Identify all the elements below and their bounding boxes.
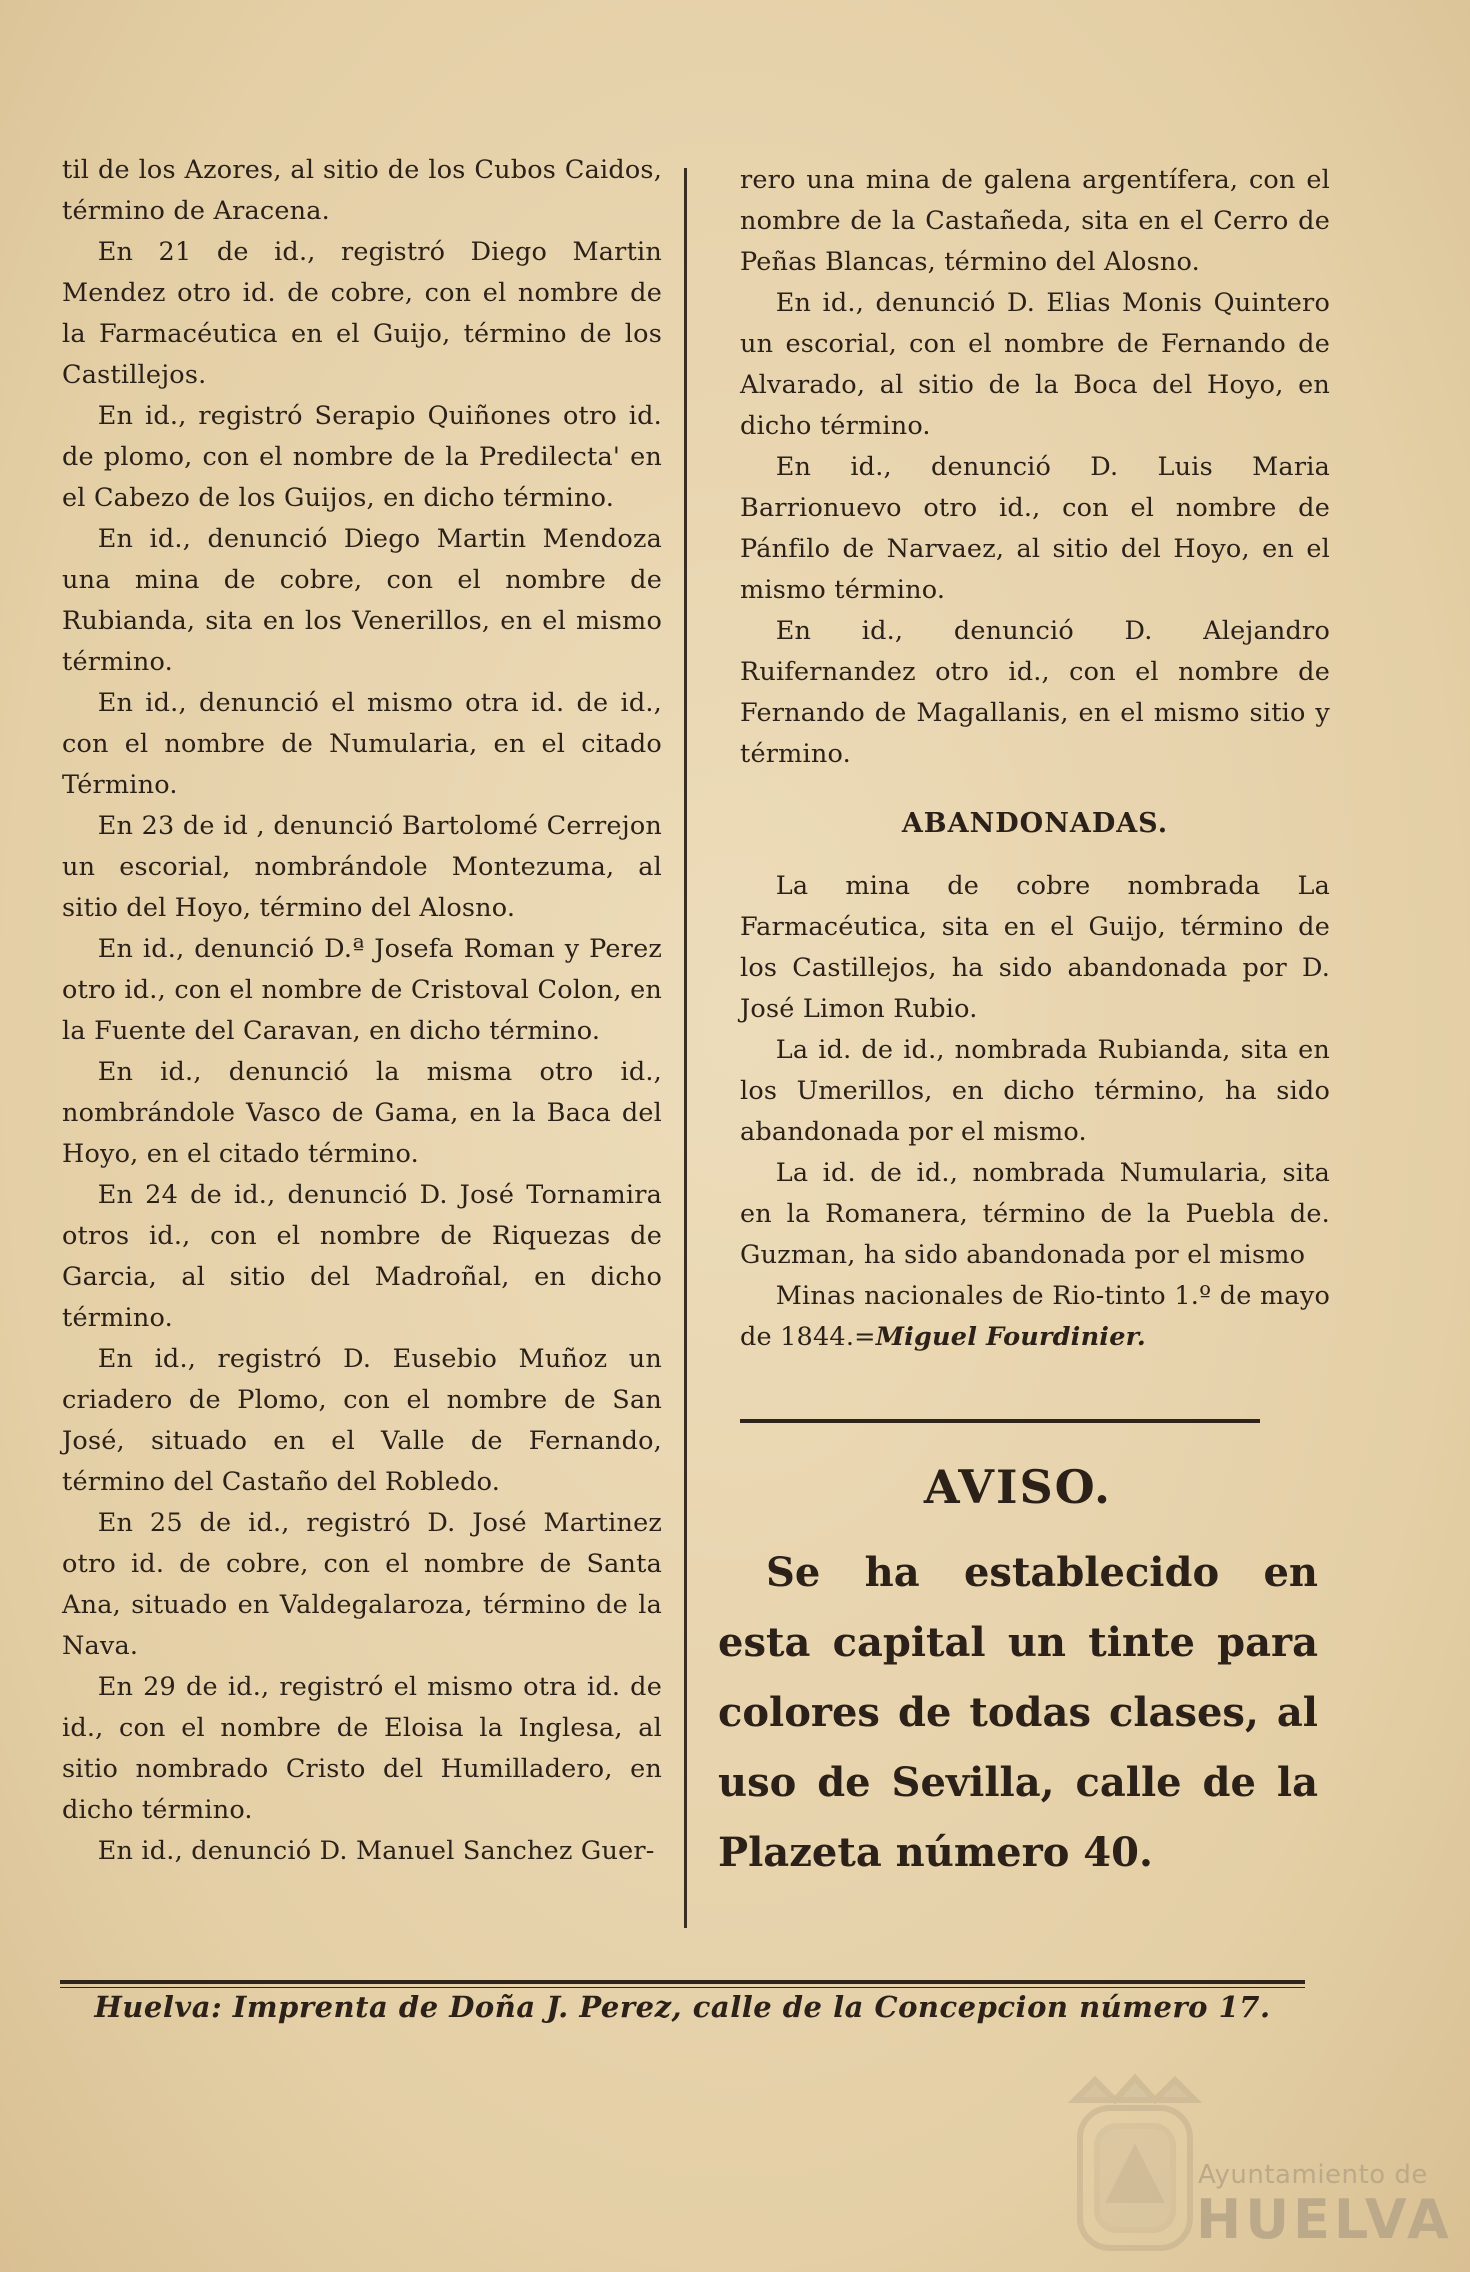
signature-line (740, 1276, 1330, 1358)
watermark-line1: Ayuntamiento de (1198, 2160, 1428, 2190)
aviso-title: AVISO. (923, 1460, 1113, 1514)
imprint-footer: Huelva: Imprenta de Doña J. Perez, calle de la Concepcion número 17. (94, 1990, 1271, 2024)
paragraph: rero una mina de galena argentífera, con el nombre de la Castañeda, sita en el Cerro de Peñas Blancas, término del Alosno. (740, 165, 1330, 277)
paragraph: La id. de id., nombrada Rubianda, sita en los Umerillos, en dicho término, ha sido abandonada por el mismo. (740, 1035, 1330, 1147)
paragraph: En id., denunció D.ª Josefa Roman y Perez otro id., con el nombre de Cristoval Colon, en la Fuente del Caravan, en dicho término. (62, 934, 662, 1046)
right-column (740, 160, 1330, 1358)
aviso-text: Se ha establecido en esta capital un tinte para colores de todas clases, al uso de Sevilla, calle de la Plazeta número 40. (718, 1549, 1318, 1876)
paragraph: En id., registró D. Eusebio Muñoz un criadero de Plomo, con el nombre de San José, situado en el Valle de Fernando, término del Castaño del Robledo. (62, 1344, 662, 1497)
section-heading-abandonadas: ABANDONADAS. (901, 808, 1169, 839)
footer-rule-thin (60, 1987, 1305, 1988)
paragraph: En id., denunció Diego Martin Mendoza una mina de cobre, con el nombre de Rubianda, sita en los Venerillos, en el mismo término. (62, 524, 662, 677)
aviso-notice (718, 1450, 1318, 1888)
paragraph: En 21 de id., registró Diego Martin Mendez otro id. de cobre, con el nombre de la Farmacéutica en el Guijo, término de los Castillejos. (62, 237, 662, 390)
paragraph: til de los Azores, al sitio de los Cubos Caidos, término de Aracena. (62, 155, 662, 226)
paragraph: En id., denunció D. Luis Maria Barrionuevo otro id., con el nombre de Pánfilo de Narvaez, al sitio del Hoyo, en el mismo término. (740, 452, 1330, 605)
paragraph: En id., denunció D. Manuel Sanchez Guer- (97, 1836, 655, 1866)
left-column (62, 150, 662, 1872)
paragraph: En 24 de id., denunció D. José Tornamira otros id., con el nombre de Riquezas de Garcia, al sitio del Madroñal, en dicho término. (62, 1180, 662, 1333)
paragraph: En 23 de id , denunció Bartolomé Cerrejon un escorial, nombrándole Montezuma, al sitio del Hoyo, término del Alosno. (62, 811, 662, 923)
signature-place-date: Minas nacionales de Rio-tinto 1.º de mayo de 1844.= (740, 1281, 1330, 1352)
paragraph: La mina de cobre nombrada La Farmacéutica, sita en el Guijo, término de los Castillejos, ha sido abandonada por D. José Limon Rubio. (740, 871, 1330, 1024)
paragraph: En id., registró Serapio Quiñones otro id. de plomo, con el nombre de la Predilecta' en el Cabezo de los Guijos, en dicho término. (62, 401, 662, 513)
watermark-line2: HUELVA (1196, 2188, 1453, 2251)
column-divider (684, 168, 687, 1928)
signature-name: Miguel Fourdinier. (875, 1322, 1146, 1352)
paragraph: En id., denunció la misma otro id., nombrándole Vasco de Gama, en la Baca del Hoyo, en el citado término. (62, 1057, 662, 1169)
paragraph: En id., denunció D. Alejandro Ruifernandez otro id., con el nombre de Fernando de Magallanis, en el mismo sitio y término. (740, 616, 1330, 769)
paragraph: La id. de id., nombrada Numularia, sita en la Romanera, término de la Puebla de. Guzman, ha sido abandonada por el mismo (740, 1158, 1330, 1270)
paragraph: En 25 de id., registró D. José Martinez otro id. de cobre, con el nombre de Santa Ana, situado en Valdegalaroza, término de la Nava. (62, 1508, 662, 1661)
section-divider (740, 1419, 1260, 1423)
footer-rule (60, 1980, 1305, 1984)
paragraph: En id., denunció D. Elias Monis Quintero un escorial, con el nombre de Fernando de Alvarado, al sitio de la Boca del Hoyo, en dicho término. (740, 288, 1330, 441)
paragraph: En id., denunció el mismo otra id. de id., con el nombre de Numularia, en el citado Término. (62, 688, 662, 800)
paragraph: En 29 de id., registró el mismo otra id. de id., con el nombre de Eloisa la Inglesa, al sitio nombrado Cristo del Humilladero, en dicho término. (62, 1672, 662, 1825)
